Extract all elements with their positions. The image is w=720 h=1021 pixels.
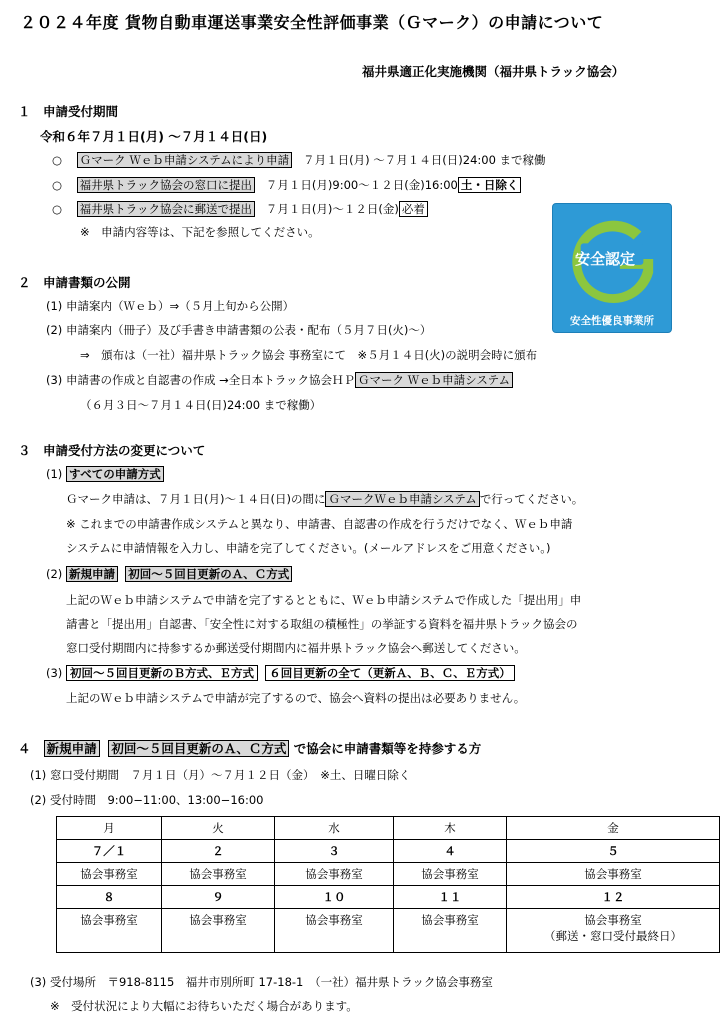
counter-note: 土・日除く — [458, 177, 522, 193]
section-4-heading-tail: で協会に申請書類等を持参する方 — [293, 741, 482, 756]
header-mon: 月 — [57, 817, 162, 840]
application-period: 令和６年７月１日(月) ～７月１４日(日) — [40, 129, 268, 144]
section-3-p1-line-2: ※ これまでの申請書作成システムと異なり、申請書、自認書の作成を行うだけでなく、Ｗｅｂ申請 — [66, 517, 573, 531]
mail-period: ７月１日(月)～１２日(金) — [265, 202, 399, 216]
counter-label: 福井県トラック協会の窓口に提出 — [77, 177, 255, 193]
table-row — [57, 840, 720, 863]
section-2-item-3-text: (3) 申請書の作成と自認書の作成 →全日本トラック協会ＨＰ — [46, 373, 356, 387]
date-cell: ２ — [162, 840, 275, 863]
header-wed: 水 — [275, 817, 394, 840]
section-3-p3-head — [46, 665, 515, 681]
counter-period: ７月１日(月)9:00～１２日(金)16:00 — [265, 178, 458, 192]
section-1-heading: １ 申請受付期間 — [18, 104, 119, 119]
section-3-heading: ３ 申請受付方法の変更について — [18, 443, 206, 458]
page-title: ２０２４年度 貨物自動車運送事業安全性評価事業（Ｇマーク）の申請について — [20, 13, 604, 32]
section-3-p2-line-1: 上記のＷｅｂ申請システムで申請を完了するとともに、Ｗｅｂ申請システムで作成した「提出用」申 — [66, 593, 582, 607]
date-cell: ３ — [275, 840, 394, 863]
safety-certification-badge — [552, 203, 672, 333]
section-3-p3-line-1: 上記のＷｅｂ申請システムで申請が完了するので、協会へ資料の提出は必要ありません。 — [66, 691, 526, 705]
section-4-note: ※ 受付状況により大幅にお待ちいただく場合があります。 — [50, 999, 358, 1013]
place-cell: 協会事務室 — [275, 909, 394, 953]
section-4-number: ４ — [18, 741, 31, 756]
g-mark-web-system-box: ＧマークＷｅｂ申請システム — [325, 491, 479, 507]
header-thu: 木 — [394, 817, 507, 840]
place-cell: 協会事務室 — [57, 909, 162, 953]
badge-label: 安全性優良事業所 — [570, 315, 654, 327]
place-cell: 協会事務室 — [275, 863, 394, 886]
be-method-box: 初回～５回目更新のＢ方式、Ｅ方式 — [66, 665, 258, 681]
period-item-counter — [52, 177, 521, 193]
place-cell: 協会事務室 — [507, 863, 720, 886]
table-row — [57, 863, 720, 886]
section-1-note: ※ 申請内容等は、下記を参照してください。 — [80, 225, 320, 239]
section-2-item-1: (1) 申請案内（Ｗｅｂ）⇒（５月上旬から公開） — [46, 299, 295, 313]
p3-number: (3) — [46, 666, 63, 680]
place-cell: 協会事務室 — [394, 863, 507, 886]
section-2-item-2: (2) 申請案内（冊子）及び手書き申請書類の公表・配布（５月７日(火)～） — [46, 323, 432, 337]
date-cell: ７／１ — [57, 840, 162, 863]
period-item-web — [52, 152, 546, 168]
section-4-item-3: (3) 受付場所 〒918-8115 福井市別所町 17-18-1 （一社）福井県トラック協会事務室 — [30, 975, 493, 989]
web-system-label: Ｇマーク Ｗｅｂ申請システムにより申請 — [77, 152, 293, 168]
reception-schedule-table — [56, 816, 720, 953]
date-cell: ４ — [394, 840, 507, 863]
section-2-item-2-sub: ⇒ 頒布は（一社）福井県トラック協会 事務室にて ※５月１４日(火)の説明会時に頒布 — [80, 348, 538, 362]
bullet: ○ — [52, 178, 63, 192]
p1-line-1a: Ｇマーク申請は、７月１日(月)～１４日(日)の間に — [66, 492, 326, 506]
section-3-p2-line-3: 窓口受付期間内に持参するか郵送受付期間内に福井県トラック協会へ郵送してください。 — [66, 641, 526, 655]
section-3-p1-line-3: システムに申請情報を入力し、申請を完了してください。(メールアドレスをご用意ください。) — [66, 541, 551, 555]
date-cell: ８ — [57, 886, 162, 909]
header-fri: 金 — [507, 817, 720, 840]
section-4-heading — [18, 739, 481, 757]
section-3-p1-line-1 — [66, 491, 583, 507]
table-header-row — [57, 817, 720, 840]
bullet: ○ — [52, 153, 63, 167]
last-day-note: （郵送・窓口受付最終日） — [544, 929, 682, 943]
section-4-item-2: (2) 受付時間 9:00−11:00、13:00−16:00 — [30, 793, 264, 807]
ac-method-box: 初回～５回目更新のＡ、Ｃ方式 — [125, 566, 292, 582]
table-row — [57, 886, 720, 909]
g-mark-web-system-link: Ｇマーク Ｗｅｂ申請システム — [355, 372, 513, 388]
sixth-renewal-box: ６回目更新の全て（更新Ａ、Ｂ、Ｃ、Ｅ方式） — [265, 665, 515, 681]
badge-top-text: 安全認定 — [575, 250, 636, 268]
date-cell: １２ — [507, 886, 720, 909]
date-cell: ５ — [507, 840, 720, 863]
mail-note: 必着 — [399, 201, 428, 217]
p2-number: (2) — [46, 567, 63, 581]
date-cell: １０ — [275, 886, 394, 909]
p1-number: (1) — [46, 467, 63, 481]
bullet: ○ — [52, 202, 63, 216]
all-methods-box: すべての申請方式 — [66, 466, 164, 482]
web-system-period: ７月１日(月) ～７月１４日(日)24:00 まで稼働 — [303, 153, 546, 167]
organization-name: 福井県適正化実施機関（福井県トラック協会） — [362, 64, 625, 79]
period-item-mail — [52, 201, 428, 217]
date-cell: ９ — [162, 886, 275, 909]
place-cell: 協会事務室 — [162, 909, 275, 953]
section-2-item-3 — [46, 372, 513, 388]
place-cell: 協会事務室 — [162, 863, 275, 886]
new-application-box: 新規申請 — [66, 566, 118, 582]
place-cell: 協会事務室 — [394, 909, 507, 953]
last-day-cell — [507, 909, 720, 953]
section-2-heading: ２ 申請書類の公開 — [18, 275, 131, 290]
p1-line-1b: で行ってください。 — [479, 492, 584, 506]
mail-label: 福井県トラック協会に郵送で提出 — [77, 201, 255, 217]
header-tue: 火 — [162, 817, 275, 840]
table-row — [57, 909, 720, 953]
section-3-p1-head — [46, 466, 164, 482]
date-cell: １１ — [394, 886, 507, 909]
section-3-p2-head — [46, 566, 292, 582]
place-text: 協会事務室 — [584, 913, 642, 927]
s4-ac-method-box: 初回～５回目更新のＡ、Ｃ方式 — [108, 740, 289, 757]
place-cell: 協会事務室 — [57, 863, 162, 886]
section-2-item-3-sub: （６月３日～７月１４日(日)24:00 まで稼働） — [80, 398, 322, 412]
section-3-p2-line-2: 請書と「提出用」自認書、「安全性に対する取組の積極性」の挙証する資料を福井県トラック協会の — [66, 617, 578, 631]
section-4-item-1: (1) 窓口受付期間 ７月１日（月）～７月１２日（金） ※土、日曜日除く — [30, 768, 411, 782]
s4-new-application-box: 新規申請 — [44, 740, 100, 757]
